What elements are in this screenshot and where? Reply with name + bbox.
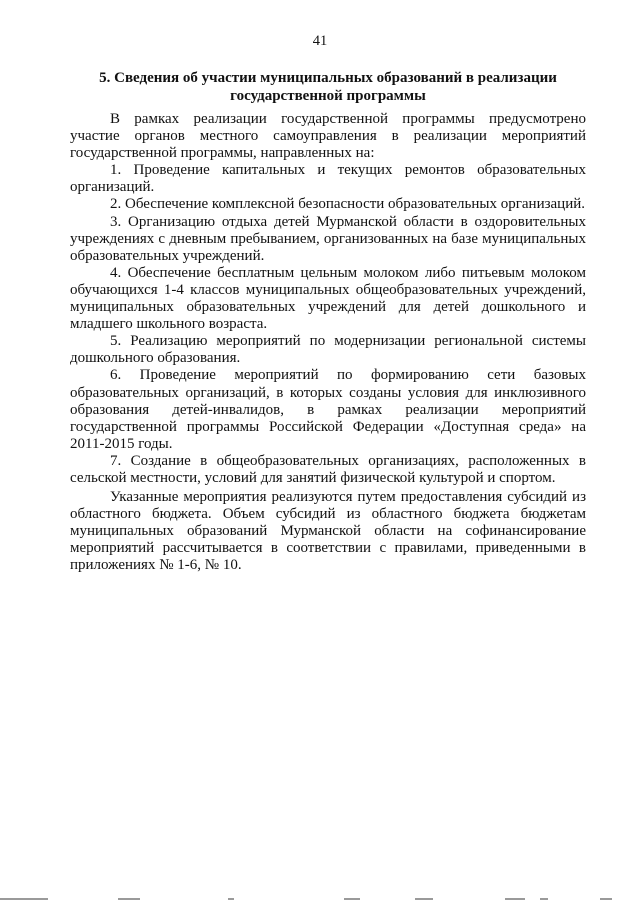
paragraph-intro: В рамках реализации государственной программы предусмотрено участие органов местного самоуправления в реализации мероприятий государственной программы, направленных на: <box>70 111 586 162</box>
scan-edge-marks <box>0 898 640 900</box>
document-body <box>70 111 586 575</box>
list-item-2: 2. Обеспечение комплексной безопасности образовательных организаций. <box>110 196 586 213</box>
paragraph-conclusion: Указанные мероприятия реализуются путем предоставления субсидий из областного бюджета. Объем субсидий из областного бюджета бюджетам муниципальных образований Мурманской области на софинансирование мероприятий рассчитывается в соответствии с правилами, приведенными в приложениях № 1-6, № 10. <box>70 489 586 574</box>
list-item-1: 1. Проведение капитальных и текущих ремонтов образовательных организаций. <box>70 162 586 196</box>
list-item-5: 5. Реализацию мероприятий по модернизации региональной системы дошкольного образования. <box>70 333 586 367</box>
list-item-7: 7. Создание в общеобразовательных организациях, расположенных в сельской местности, условий для занятий физической культурой и спортом. <box>70 452 586 486</box>
section-heading: 5. Сведения об участии муниципальных образований в реализации государственной программы <box>99 70 557 104</box>
list-item-6: 6. Проведение мероприятий по формированию сети базовых образовательных организаций, в которых созданы условия для инклюзивного образования детей-инвалидов, в рамках реализации мероприятий государственной программы Российской Федерации «Доступная среда» на 2011-2015 годы. <box>70 367 586 452</box>
page-number: 41 <box>312 33 328 49</box>
list-item-4: 4. Обеспечение бесплатным цельным молоком либо питьевым молоком обучающихся 1-4 классов муниципальных общеобразовательных учреждений, муниципальных образовательных учреждений для детей дошкольного и младшего школьного возраста. <box>70 264 586 333</box>
list-item-3: 3. Организацию отдыха детей Мурманской области в оздоровительных учреждениях с дневным пребыванием, организованных на базе муниципальных образовательных учреждений. <box>70 213 586 264</box>
